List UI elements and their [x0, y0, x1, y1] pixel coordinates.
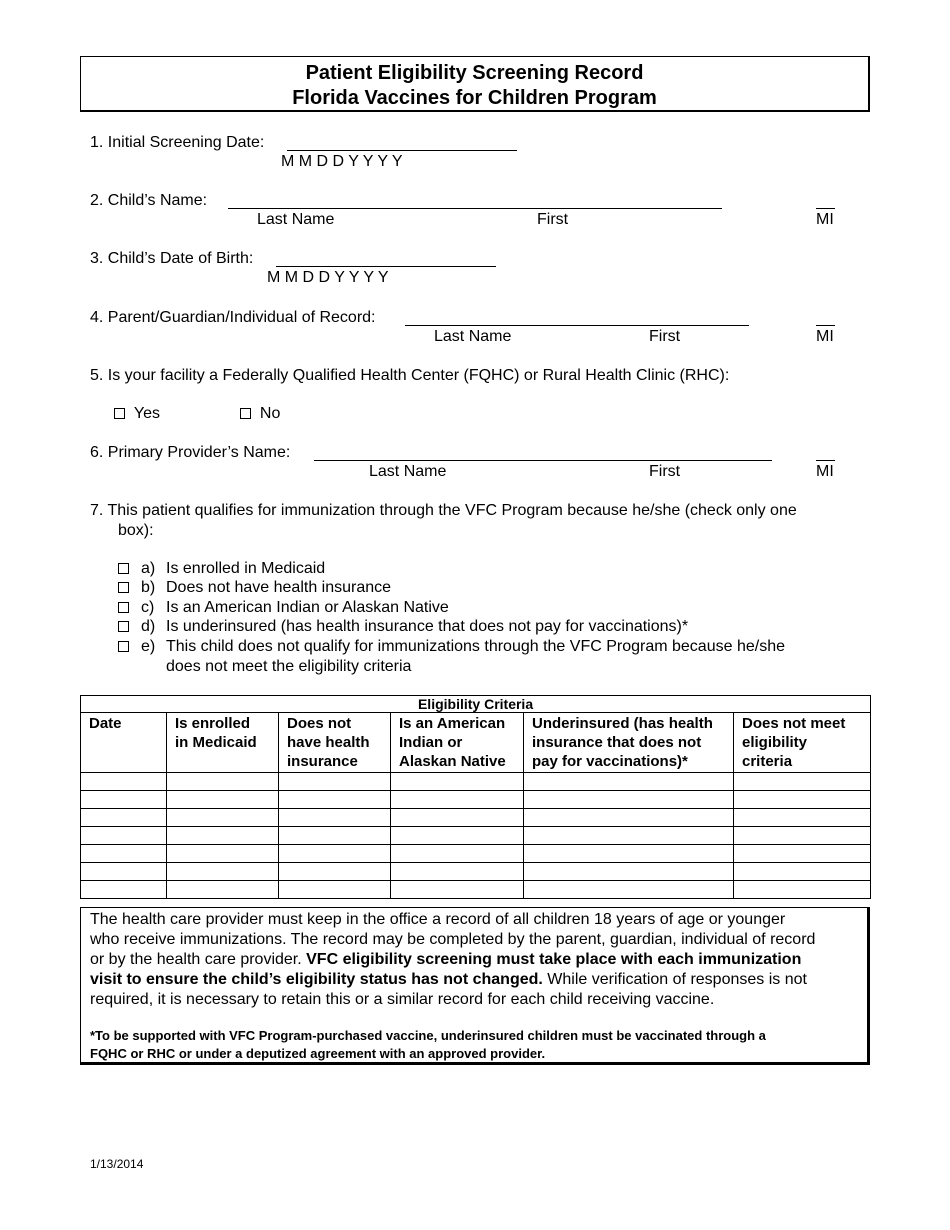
eligibility-criteria-table — [80, 695, 871, 899]
cell-medicaid[interactable] — [167, 863, 279, 881]
fqhc-rhc-question: 5. Is your facility a Federally Qualified Health Center (FQHC) or Rural Health Clinic (RHC): — [90, 367, 730, 384]
form-subtitle: Florida Vaccines for Children Program — [292, 87, 657, 109]
initial-screening-date-label: 1. Initial Screening Date: — [90, 134, 265, 151]
option-b-checkbox[interactable] — [118, 578, 129, 598]
notice-text: The health care provider must keep in the office a record of all children 18 years of age or younger who receive immunizations. The record may be completed by the parent, guardian, individual of record or by the health care provider. VFC eligibility screening must take place with each immunization visit to ensure the child’s eligibility status has not changed. While verification of responses is not required, it is necessary to retain this or a similar record for each child receiving vaccine. — [90, 911, 816, 1008]
vfc-qualification-question-cont: box): — [118, 522, 154, 539]
cell-underinsured[interactable] — [524, 809, 734, 827]
option-a[interactable] — [0, 559, 950, 579]
option-a-letter: a) — [141, 560, 156, 577]
option-d-text: Is underinsured (has health insurance that does not pay for vaccinations)* — [166, 618, 689, 635]
cell-medicaid[interactable] — [167, 845, 279, 863]
cell-underinsured[interactable] — [524, 827, 734, 845]
child-mi-input[interactable] — [816, 208, 835, 209]
cell-not-eligible[interactable] — [734, 827, 871, 845]
cell-not-eligible[interactable] — [734, 845, 871, 863]
option-b[interactable] — [0, 578, 950, 598]
child-dob-format: M M D D Y Y Y Y — [267, 269, 389, 286]
option-a-checkbox[interactable] — [118, 559, 129, 579]
cell-underinsured[interactable] — [524, 863, 734, 881]
cell-medicaid[interactable] — [167, 791, 279, 809]
cell-underinsured[interactable] — [524, 773, 734, 791]
child-mi-caption: MI — [816, 211, 834, 228]
initial-screening-date-input[interactable] — [287, 150, 517, 151]
table-row — [81, 773, 871, 791]
no-label: No — [259, 405, 281, 422]
cell-no-insurance[interactable] — [279, 791, 391, 809]
cell-date[interactable] — [81, 809, 167, 827]
yes-label: Yes — [133, 405, 160, 422]
no-checkbox[interactable] — [240, 408, 251, 419]
table-body — [81, 773, 871, 899]
cell-american-indian[interactable] — [391, 809, 524, 827]
col-header-medicaid: Is enrolled in Medicaid — [167, 713, 279, 773]
col-header-underinsured: Underinsured (has health insurance that does not pay for vaccinations)* — [524, 713, 734, 773]
option-e-text: This child does not qualify for immunizations through the VFC Program because he/she — [166, 638, 785, 655]
fqhc-no-option[interactable] — [240, 404, 280, 424]
primary-provider-label: 6. Primary Provider’s Name: — [90, 444, 291, 461]
provider-first-name-caption: First — [649, 463, 681, 480]
cell-no-insurance[interactable] — [279, 773, 391, 791]
table-caption: Eligibility Criteria — [81, 696, 871, 713]
cell-american-indian[interactable] — [391, 827, 524, 845]
cell-american-indian[interactable] — [391, 773, 524, 791]
option-d-checkbox[interactable] — [118, 617, 129, 637]
option-c-text: Is an American Indian or Alaskan Native — [166, 599, 449, 616]
initial-screening-date-format: M M D D Y Y Y Y — [281, 153, 403, 170]
child-first-name-caption: First — [537, 211, 569, 228]
cell-no-insurance[interactable] — [279, 827, 391, 845]
col-header-date: Date — [81, 713, 167, 773]
parent-guardian-label: 4. Parent/Guardian/Individual of Record: — [90, 309, 376, 326]
fqhc-yes-option[interactable] — [114, 404, 160, 424]
parent-mi-caption: MI — [816, 328, 834, 345]
provider-mi-caption: MI — [816, 463, 834, 480]
cell-medicaid[interactable] — [167, 809, 279, 827]
form-title-box — [80, 56, 870, 112]
option-e-text-cont: does not meet the eligibility criteria — [166, 657, 412, 675]
cell-american-indian[interactable] — [391, 845, 524, 863]
cell-medicaid[interactable] — [167, 773, 279, 791]
col-header-american-indian: Is an American Indian or Alaskan Native — [391, 713, 524, 773]
col-header-no-insurance: Does not have health insurance — [279, 713, 391, 773]
option-e-checkbox[interactable] — [118, 637, 129, 657]
table-row — [81, 881, 871, 899]
primary-provider-name-input[interactable] — [314, 460, 772, 461]
record-keeping-notice — [80, 907, 870, 1065]
option-c-checkbox[interactable] — [118, 598, 129, 618]
child-last-name-caption: Last Name — [257, 211, 335, 228]
cell-date[interactable] — [81, 881, 167, 899]
option-b-letter: b) — [141, 579, 156, 596]
revision-date: 1/13/2014 — [90, 1157, 144, 1171]
cell-no-insurance[interactable] — [279, 863, 391, 881]
cell-not-eligible[interactable] — [734, 791, 871, 809]
cell-not-eligible[interactable] — [734, 809, 871, 827]
parent-guardian-name-input[interactable] — [405, 325, 749, 326]
primary-provider-mi-input[interactable] — [816, 460, 835, 461]
option-d[interactable] — [0, 617, 950, 637]
table-row — [81, 791, 871, 809]
option-d-letter: d) — [141, 618, 156, 635]
cell-not-eligible[interactable] — [734, 863, 871, 881]
underinsured-footnote: *To be supported with VFC Program-purchased vaccine, underinsured children must be vaccinated through a FQHC or RHC or under a deputized agreement with an approved provider. — [90, 1028, 766, 1061]
option-c-letter: c) — [141, 599, 155, 616]
cell-date[interactable] — [81, 863, 167, 881]
parent-guardian-mi-input[interactable] — [816, 325, 835, 326]
vfc-qualification-question: 7. This patient qualifies for immunization through the VFC Program because he/she (check only one — [90, 502, 797, 519]
provider-last-name-caption: Last Name — [369, 463, 447, 480]
cell-no-insurance[interactable] — [279, 881, 391, 899]
child-name-label: 2. Child’s Name: — [90, 192, 208, 209]
option-e[interactable] — [0, 637, 950, 677]
cell-date[interactable] — [81, 773, 167, 791]
child-dob-label: 3. Child’s Date of Birth: — [90, 250, 254, 267]
cell-american-indian[interactable] — [391, 881, 524, 899]
form-title: Patient Eligibility Screening Record — [305, 62, 644, 84]
cell-medicaid[interactable] — [167, 881, 279, 899]
cell-underinsured[interactable] — [524, 791, 734, 809]
cell-no-insurance[interactable] — [279, 845, 391, 863]
cell-american-indian[interactable] — [391, 791, 524, 809]
option-b-text: Does not have health insurance — [166, 579, 392, 596]
option-c[interactable] — [0, 598, 950, 618]
yes-checkbox[interactable] — [114, 408, 125, 419]
cell-american-indian[interactable] — [391, 863, 524, 881]
cell-not-eligible[interactable] — [734, 881, 871, 899]
option-a-text: Is enrolled in Medicaid — [166, 560, 326, 577]
cell-underinsured[interactable] — [524, 881, 734, 899]
child-dob-input[interactable] — [276, 266, 496, 267]
table-row — [81, 827, 871, 845]
parent-first-name-caption: First — [649, 328, 681, 345]
child-name-input[interactable] — [228, 208, 722, 209]
table-header-row — [81, 713, 871, 773]
option-e-letter: e) — [141, 638, 156, 655]
parent-last-name-caption: Last Name — [434, 328, 512, 345]
table-row — [81, 809, 871, 827]
cell-not-eligible[interactable] — [734, 773, 871, 791]
cell-underinsured[interactable] — [524, 845, 734, 863]
table-row — [81, 863, 871, 881]
cell-no-insurance[interactable] — [279, 809, 391, 827]
table-row — [81, 845, 871, 863]
cell-date[interactable] — [81, 827, 167, 845]
cell-date[interactable] — [81, 791, 167, 809]
col-header-not-eligible: Does not meet eligibility criteria — [734, 713, 871, 773]
cell-date[interactable] — [81, 845, 167, 863]
cell-medicaid[interactable] — [167, 827, 279, 845]
